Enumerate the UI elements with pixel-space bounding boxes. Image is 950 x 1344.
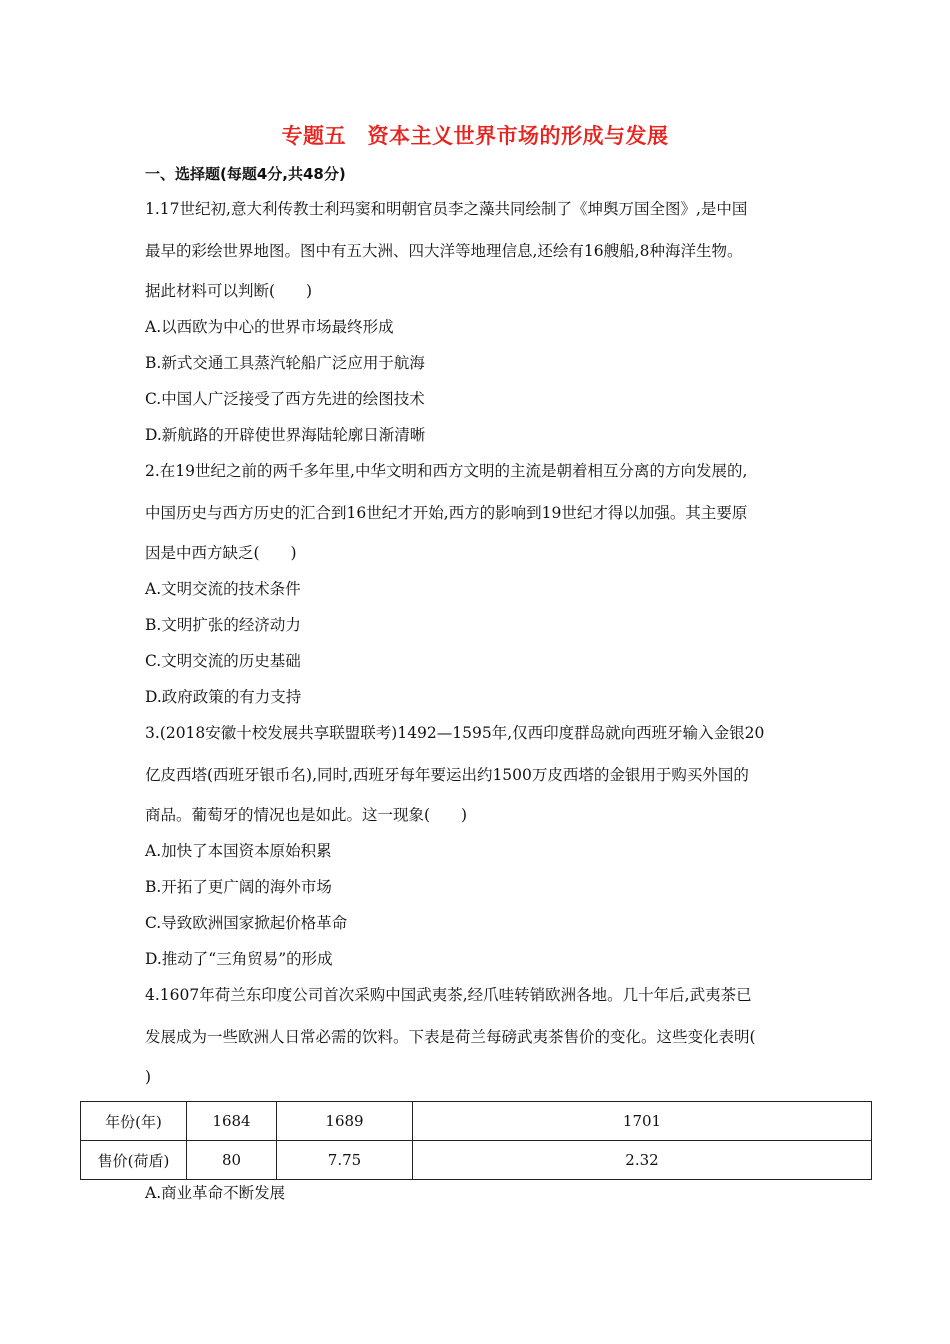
q4-option-a: A.商业革命不断发展 — [145, 1184, 286, 1202]
section-heading: 一、选择题(每题4分,共48分) — [145, 165, 346, 183]
q1-option-c: C.中国人广泛接受了西方先进的绘图技术 — [145, 390, 425, 408]
q2-stem-line-1: 2.在19世纪之前的两千多年里,中华文明和西方文明的主流是朝着相互分离的方向发展的, — [145, 462, 748, 480]
page-title: 专题五 资本主义世界市场的形成与发展 — [281, 124, 669, 148]
q3-option-b: B.开拓了更广阔的海外市场 — [145, 878, 332, 896]
q3-stem-line-1: 3.(2018安徽十校发展共享联盟联考)1492—1595年,仅西印度群岛就向西班牙输入金银20 — [145, 724, 765, 742]
table-cell: 80 — [187, 1141, 277, 1180]
q1-option-a: A.以西欧为中心的世界市场最终形成 — [145, 318, 394, 336]
q2-stem-line-2: 中国历史与西方历史的汇合到16世纪才开始,西方的影响到19世纪才得以加强。其主要原 — [145, 504, 748, 522]
q3-option-a: A.加快了本国资本原始积累 — [145, 842, 332, 860]
table-cell: 1689 — [277, 1102, 413, 1141]
table-header-year: 年份(年) — [81, 1102, 187, 1141]
table-cell: 2.32 — [413, 1141, 872, 1180]
q4-stem-line-2: 发展成为一些欧洲人日常必需的饮料。下表是荷兰每磅武夷茶售价的变化。这些变化表明( — [145, 1028, 756, 1046]
q2-stem-line-3: 因是中西方缺乏( ) — [145, 544, 297, 562]
q3-option-c: C.导致欧洲国家掀起价格革命 — [145, 914, 348, 932]
q4-stem-line-3: ) — [145, 1068, 152, 1086]
q1-stem-line-3: 据此材料可以判断( ) — [145, 282, 313, 300]
table-row — [81, 1141, 872, 1180]
q1-stem-line-1: 1.17世纪初,意大利传教士利玛窦和明朝官员李之藻共同绘制了《坤舆万国全图》,是中国 — [145, 200, 748, 218]
table-header-price: 售价(荷盾) — [81, 1141, 187, 1180]
q2-option-c: C.文明交流的历史基础 — [145, 652, 301, 670]
table-cell: 1684 — [187, 1102, 277, 1141]
q2-option-a: A.文明交流的技术条件 — [145, 580, 301, 598]
q4-stem-line-1: 4.1607年荷兰东印度公司首次采购中国武夷茶,经爪哇转销欧洲各地。几十年后,武夷茶已 — [145, 986, 752, 1004]
table-cell: 1701 — [413, 1102, 872, 1141]
tea-price-table — [80, 1101, 872, 1180]
q1-stem-line-2: 最早的彩绘世界地图。图中有五大洲、四大洋等地理信息,还绘有16艘船,8种海洋生物。 — [145, 242, 743, 260]
q3-stem-line-2: 亿皮西塔(西班牙银币名),同时,西班牙每年要运出约1500万皮西塔的金银用于购买外国的 — [145, 766, 749, 784]
q1-option-b: B.新式交通工具蒸汽轮船广泛应用于航海 — [145, 354, 425, 372]
table-row — [81, 1102, 872, 1141]
q2-option-b: B.文明扩张的经济动力 — [145, 616, 301, 634]
table-cell: 7.75 — [277, 1141, 413, 1180]
q3-stem-line-3: 商品。葡萄牙的情况也是如此。这一现象( ) — [145, 806, 468, 824]
q2-option-d: D.政府政策的有力支持 — [145, 688, 302, 706]
q1-option-d: D.新航路的开辟使世界海陆轮廓日渐清晰 — [145, 426, 426, 444]
q3-option-d: D.推动了“三角贸易”的形成 — [145, 950, 333, 968]
